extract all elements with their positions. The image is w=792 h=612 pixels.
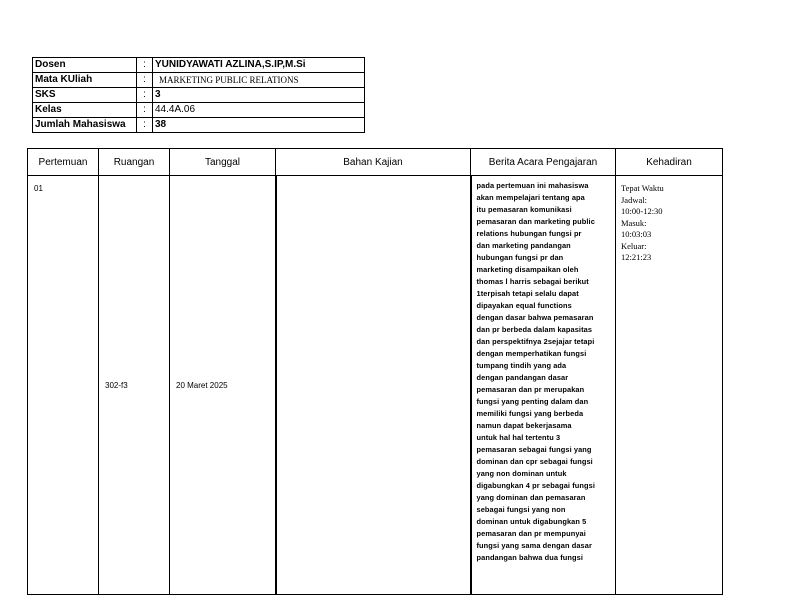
info-label: Dosen [33,58,137,73]
info-row-kelas [33,103,365,118]
info-row-sks [33,88,365,103]
course-info-table [32,57,365,133]
header-berita-acara: Berita Acara Pengajaran [471,149,616,176]
info-label: Mata KUliah [33,73,137,88]
cell-ruangan: 302-f3 [99,176,170,595]
info-row-mata-kuliah [33,73,365,88]
info-value-kelas: 44.4A.06 [153,103,365,118]
cell-kehadiran [616,176,723,595]
header-bahan-kajian: Bahan Kajian [276,149,471,176]
table-row [28,176,723,595]
cell-berita-acara [471,176,616,595]
info-colon: : [137,118,153,133]
info-value-sks: 3 [153,88,365,103]
info-colon: : [137,73,153,88]
header-tanggal: Tanggal [170,149,276,176]
info-label: SKS [33,88,137,103]
info-colon: : [137,88,153,103]
info-row-jumlah-mahasiswa [33,118,365,133]
cell-pertemuan: 01 [28,176,99,595]
info-value-jumlah-mahasiswa: 38 [153,118,365,133]
info-value-dosen: YUNIDYAWATI AZLINA,S.IP,M.Si [153,58,365,73]
info-label: Jumlah Mahasiswa [33,118,137,133]
info-value-mata-kuliah: MARKETING PUBLIC RELATIONS [153,73,365,88]
cell-bahan-kajian [276,176,471,595]
table-header-row [28,149,723,176]
cell-tanggal: 20 Maret 2025 [170,176,276,595]
info-label: Kelas [33,103,137,118]
berita-acara-text: pada pertemuan ini mahasiswa akan mempelajari tentang apa itu pemasaran komunikasi pemasaran dan marketing public relations hubungan fungsi pr dan marketing pandangan hubungan fungsi pr dan marketing disampaikan oleh thomas l harris sebagai berikut 1terpisah tetapi selalu dapat dipayakan equal functions dengan dasar bahwa pemasaran dan pr berbeda dalam kapasitas dan perspektifnya 2sejajar tetapi dengan memperhatikan fungsi tumpang tindih yang ada dengan pandangan dasar pemasaran dan pr merupakan fungsi yang penting dalam dan memiliki fungsi yang berbeda namun dapat bekerjasama untuk hal hal tertentu 3 pemasaran sebagai fungsi yang dominan dan cpr sebagai fungsi yang non dominan untuk digabungkan 4 pr sebagai fungsi yang dominan dan pemasaran sebagai fungsi yang non dominan untuk digabungkan 5 pemasaran dan pr mempunyai fungsi yang sama dengan dasar pandangan bahwa dua fungsi [476,181,595,562]
header-pertemuan: Pertemuan [28,149,99,176]
header-ruangan: Ruangan [99,149,170,176]
kehadiran-text: Tepat Waktu Jadwal: 10:00-12:30 Masuk: 10:03:03 Keluar: 12:21:23 [621,183,664,262]
teaching-record-table [27,148,723,595]
info-row-dosen [33,58,365,73]
info-colon: : [137,103,153,118]
header-kehadiran: Kehadiran [616,149,723,176]
info-colon: : [137,58,153,73]
